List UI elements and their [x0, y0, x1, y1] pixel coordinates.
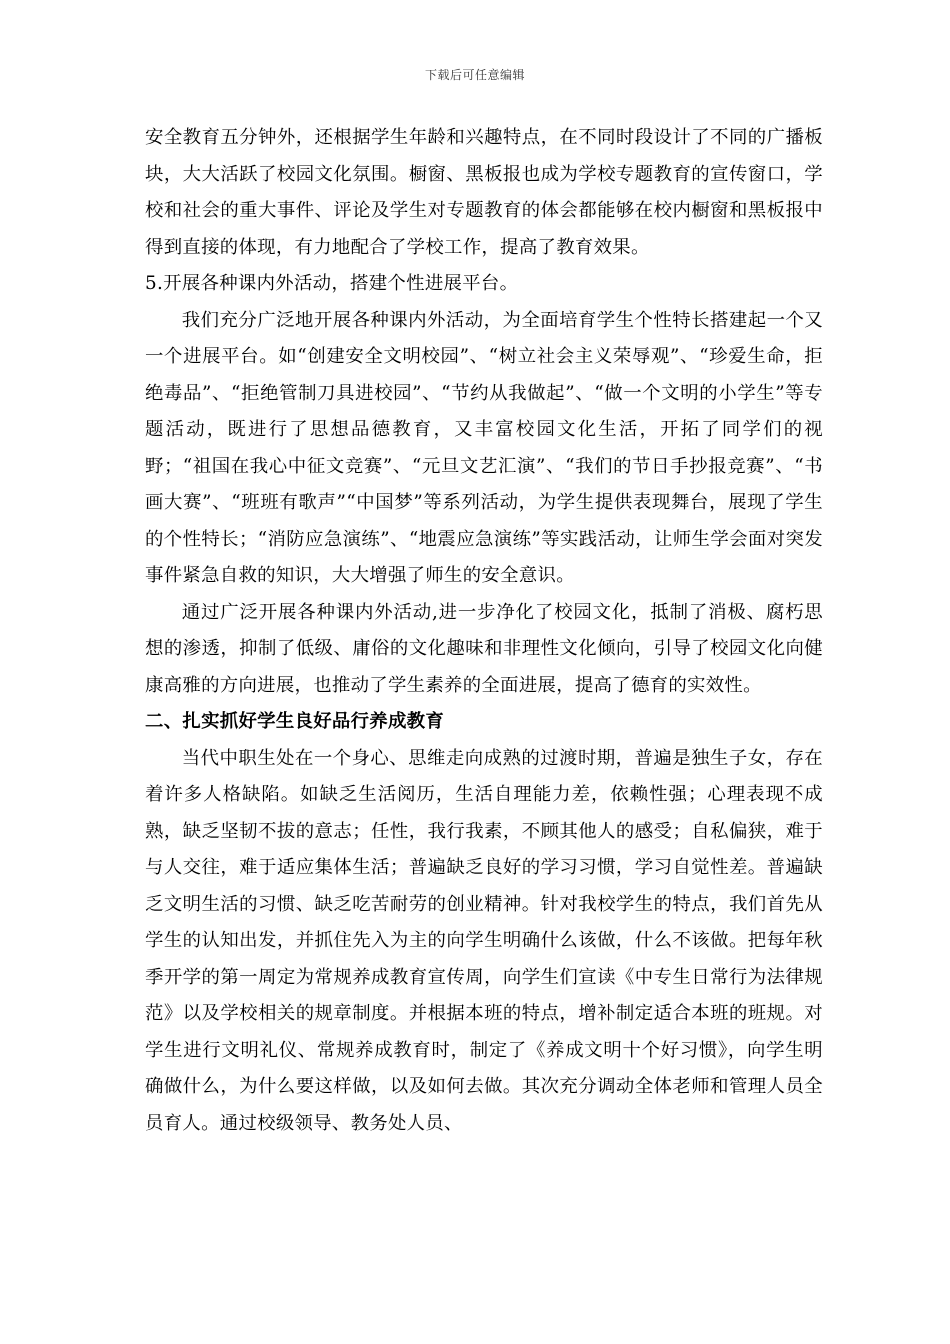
paragraph: 我们充分广泛地开展各种课内外活动，为全面培育学生个性特长搭建起一个又一个进展平台。如“创建安全文明校园”、“树立社会主义荣辱观”、“珍爱生命，拒绝毒品”、“拒绝管制刀具进校园”、“节约从我做起”、“做一个文明的小学生”等专题活动，既进行了思想品德教育，又丰富校园文化生活，开拓了同学们的视野；“祖国在我心中征文竞赛”、“元旦文艺汇演”、“我们的节日手抄报竞赛”、“书画大赛”、“班班有歌声”“中国梦”等系列活动，为学生提供表现舞台，展现了学生的个性特长；“消防应急演练”、“地震应急演练”等实践活动，让师生学会面对突发事件紧急自救的知识，大大增强了师生的安全意识。	[145, 309, 823, 586]
section-heading: 二、扎实抓好学生良好品行养成教育	[145, 711, 445, 732]
document-body	[145, 120, 823, 1142]
page-header: 下载后可任意编辑	[424, 68, 525, 82]
paragraph-continuation: 安全教育五分钟外，还根据学生年龄和兴趣特点，在不同时段设计了不同的广播板块，大大活跃了校园文化氛围。橱窗、黑板报也成为学校专题教育的宣传窗口，学校和社会的重大事件、评论及学生对专题教育的体会都能够在校内橱窗和黑板报中得到直接的体现，有力地配合了学校工作，提高了教育效果。	[145, 127, 823, 258]
paragraph: 通过广泛开展各种课内外活动,进一步净化了校园文化，抵制了消极、腐朽思想的渗透，抑制了低级、庸俗的文化趣味和非理性文化倾向，引导了校园文化向健康高雅的方向进展，也推动了学生素养的全面进展，提高了德育的实效性。	[145, 601, 823, 696]
section-subheading: 5.开展各种课内外活动，搭建个性进展平台。	[145, 273, 519, 294]
paragraph: 当代中职生处在一个身心、思维走向成熟的过渡时期，普遍是独生子女，存在着许多人格缺陷。如缺乏生活阅历，生活自理能力差，依赖性强；心理表现不成熟，缺乏坚韧不拔的意志；任性，我行我素，不顾其他人的感受；自私偏狭，难于与人交往，难于适应集体生活；普遍缺乏良好的学习习惯，学习自觉性差。普遍缺乏文明生活的习惯、缺乏吃苦耐劳的创业精神。针对我校学生的特点，我们首先从学生的认知出发，并抓住先入为主的向学生明确什么该做，什么不该做。把每年秋季开学的第一周定为常规养成教育宣传周，向学生们宣读《中专生日常行为法律规范》以及学校相关的规章制度。并根据本班的特点，增补制定适合本班的班规。对学生进行文明礼仪、常规养成教育时，制定了《养成文明十个好习惯》，向学生明确做什么，为什么要这样做，以及如何去做。其次充分调动全体老师和管理人员全员育人。通过校级领导、教务处人员、	[145, 747, 823, 1134]
